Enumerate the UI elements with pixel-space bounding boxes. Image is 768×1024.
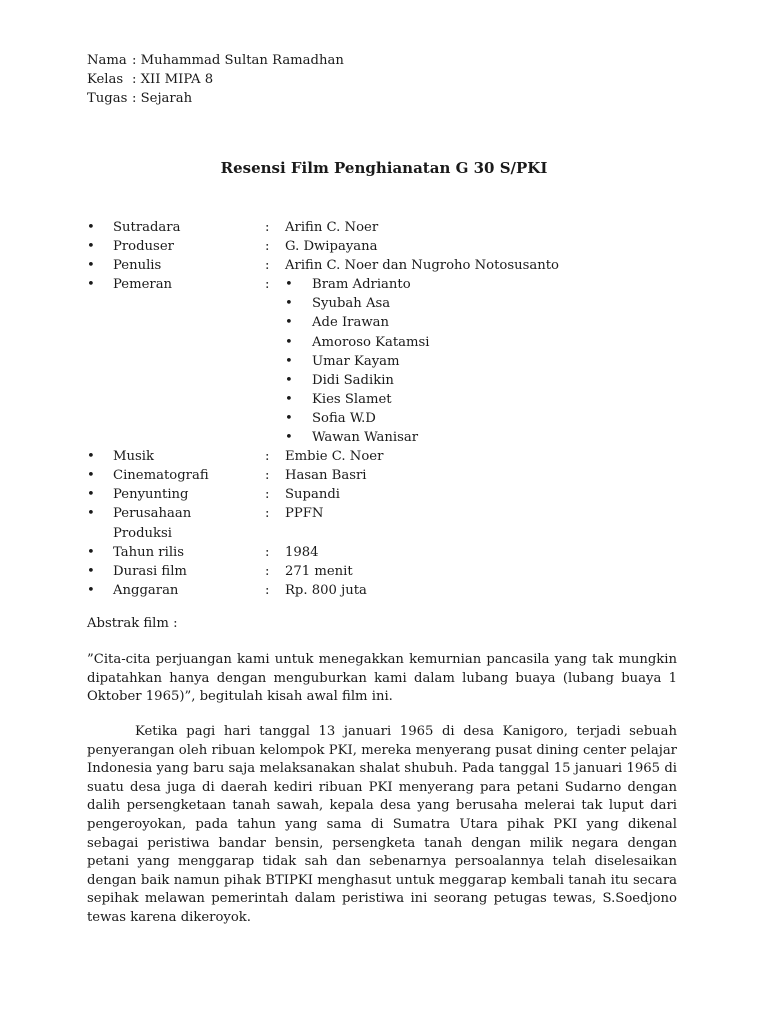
bullet-icon: • [285, 277, 293, 293]
document-title: Resensi Film Penghianatan G 30 S/PKI [220, 159, 548, 177]
cast-member [285, 371, 687, 390]
task-row [87, 89, 344, 108]
info-colon: : [265, 487, 270, 503]
task-label: Tugas [87, 91, 128, 106]
bullet-icon: • [87, 220, 95, 235]
info-colon: : [265, 468, 270, 484]
info-value: 271 menit [285, 563, 353, 579]
info-colon: : [265, 277, 270, 293]
info-value: PPFN [285, 506, 324, 522]
bullet-icon: • [87, 563, 95, 579]
info-label-line: Perusahaan [113, 506, 192, 522]
info-label: Musik [113, 449, 154, 465]
info-value: Arifin C. Noer [285, 220, 379, 235]
info-label: Tahun rilis [113, 544, 185, 560]
info-label: Produser [113, 239, 174, 255]
info-row-production-company [87, 504, 687, 542]
info-row-director [87, 218, 687, 237]
info-label: Penulis [113, 258, 162, 274]
info-value: 1984 [285, 544, 319, 560]
cast-member-name: Sofia W.D [312, 410, 376, 426]
cast-member [285, 428, 687, 447]
info-colon: : [265, 449, 270, 465]
cast-list [285, 275, 687, 447]
cast-member-name: Didi Sadikin [312, 372, 394, 388]
cast-member [285, 333, 687, 352]
cast-member [285, 294, 687, 313]
bullet-icon: • [87, 487, 95, 503]
cast-member [285, 313, 687, 332]
bullet-icon: • [87, 582, 95, 598]
bullet-icon: • [87, 258, 95, 274]
bullet-icon: • [285, 315, 293, 331]
cast-member-name: Ade Irawan [312, 315, 389, 331]
abstract-paragraph: ”Cita-cita perjuangan kami untuk menegakkan kemurnian pancasila yang tak mungkin dipatahkan hanya dengan menguburkan kami dalam lubang buaya (lubang buaya 1 Oktober 1965)”, begitulah kisah awal film ini. [87, 652, 677, 705]
cast-member [285, 390, 687, 409]
bullet-icon: • [285, 410, 293, 426]
info-row-cinematography [87, 466, 687, 485]
info-row-cast [87, 275, 687, 447]
info-row-editor [87, 485, 687, 504]
info-row-producer [87, 237, 687, 256]
info-row-release-year [87, 543, 687, 562]
task-value: : Sejarah [132, 91, 193, 106]
cast-member-name: Amoroso Katamsi [312, 334, 430, 350]
bullet-icon: • [87, 239, 95, 255]
info-label: Penyunting [113, 487, 189, 503]
info-row-duration [87, 562, 687, 581]
info-label: Cinematografi [113, 468, 209, 484]
info-value: Embie C. Noer [285, 449, 384, 465]
bullet-icon: • [87, 277, 95, 293]
bullet-icon: • [285, 372, 293, 388]
info-label [113, 504, 265, 542]
student-header [87, 51, 344, 108]
name-label: Nama [87, 53, 127, 68]
class-value: : XII MIPA 8 [132, 72, 214, 87]
bullet-icon: • [285, 391, 293, 407]
info-value: Hasan Basri [285, 468, 367, 484]
cast-member [285, 409, 687, 428]
info-row-writer [87, 256, 687, 275]
info-label: Sutradara [113, 220, 181, 235]
info-row-budget [87, 581, 687, 600]
bullet-icon: • [87, 468, 95, 484]
abstract-heading: Abstrak film : [87, 616, 178, 631]
info-label: Pemeran [113, 277, 173, 293]
info-colon: : [265, 220, 270, 235]
name-row [87, 51, 344, 70]
cast-member [285, 352, 687, 371]
info-colon: : [265, 563, 270, 579]
cast-member-name: Syubah Asa [312, 296, 391, 312]
info-colon: : [265, 544, 270, 560]
bullet-icon: • [285, 353, 293, 369]
cast-member-name: Kies Slamet [312, 391, 392, 407]
bullet-icon: • [87, 449, 95, 465]
bullet-icon: • [285, 430, 293, 446]
cast-member-name: Bram Adrianto [312, 277, 411, 293]
info-label-line: Produksi [113, 525, 173, 541]
bullet-icon: • [285, 296, 293, 312]
cast-member [285, 275, 687, 294]
bullet-icon: • [285, 334, 293, 350]
info-colon: : [265, 582, 270, 598]
bullet-icon: • [87, 544, 95, 560]
cast-member-name: Umar Kayam [312, 353, 400, 369]
class-label: Kelas [87, 72, 124, 87]
info-value: G. Dwipayana [285, 239, 378, 255]
info-colon: : [265, 258, 270, 274]
info-label: Durasi film [113, 563, 187, 579]
info-label: Anggaran [113, 582, 179, 598]
info-row-music [87, 447, 687, 466]
class-row [87, 70, 344, 89]
abstract-paragraph: Ketika pagi hari tanggal 13 januari 1965 di desa Kanigoro, terjadi sebuah penyerangan oleh ribuan kelompok PKI, mereka menyerang pusat dining center pelajar Indonesia yang baru saja melaksanakan shalat shubuh. Pada tanggal 15 januari 1965 di suatu desa juga di daerah kediri ribuan PKI menyerang para petani Sudarno dengan dalih persengketaan tanah sawah, kepala desa yang berusaha melerai tak luput dari pengeroyokan, pada tahun yang sama di Sumatra Utara pihak PKI yang dikenal sebagai peristiwa bandar bensin, persengketa tanah dengan milik negara dengan petani yang menggarap tidak sah dan sebenarnya persoalannya telah diselesaikan dengan baik namun pihak BTIPKI menghasut untuk meggarap kembali tanah itu secara sepihak melawan pemerintah dalam peristiwa ini seorang petugas tewas, S.Soedjono tewas karena dikeroyok. [87, 724, 677, 925]
film-info-list [87, 218, 687, 600]
cast-member-name: Wawan Wanisar [312, 430, 419, 446]
info-value: Supandi [285, 487, 340, 503]
name-value: : Muhammad Sultan Ramadhan [132, 53, 344, 68]
bullet-icon: • [87, 506, 95, 522]
info-value: Rp. 800 juta [285, 582, 367, 598]
info-value: Arifin C. Noer dan Nugroho Notosusanto [285, 258, 559, 274]
info-colon: : [265, 506, 270, 522]
info-colon: : [265, 239, 270, 255]
